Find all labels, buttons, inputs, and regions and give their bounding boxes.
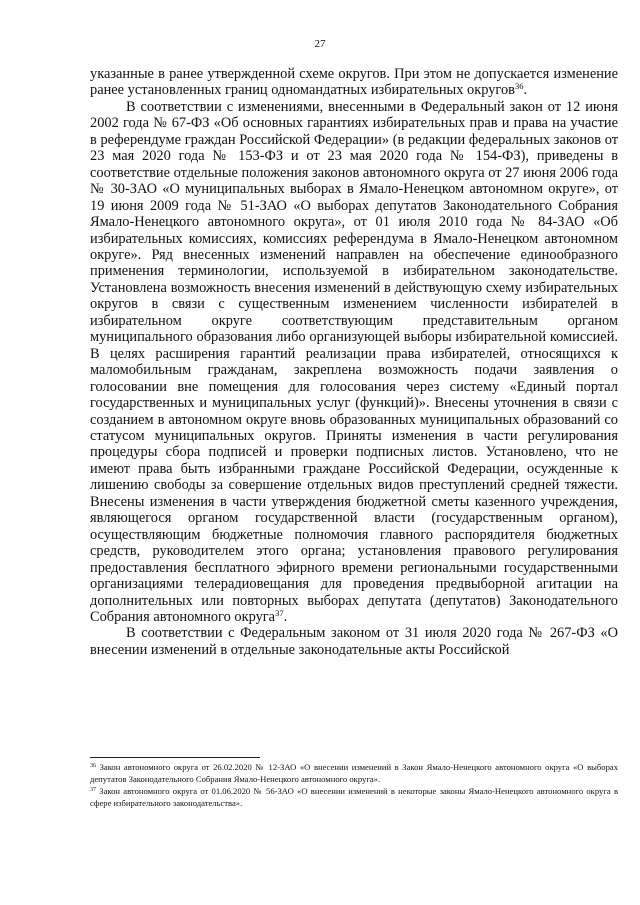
footnote-number: 37 (90, 787, 96, 793)
footnote-reference: 36 (514, 81, 524, 92)
paragraph-amendments (90, 99, 618, 626)
paragraph-text: В соответствии с Федеральным законом от 31 июля 2020 года № 267-ФЗ «О внесении изменений в отдельные законодательные акты Российской (90, 625, 618, 658)
paragraph-text: указанные в ранее утвержденной схеме округов. При этом не допускается изменение ранее установленных границ одномандатных избирательных округов (90, 66, 618, 99)
footnote-text: Закон автономного округа от 26.02.2020 № 12-ЗАО «О внесении изменений в Закон Ямало-Ненецкого автономного округа «О выборах депутатов Законодательного Собрания Ямало-Ненецкого автономного округа». (90, 762, 618, 784)
page-number: 27 (314, 38, 326, 50)
footnote-number: 36 (90, 763, 96, 769)
footnote-item (90, 762, 618, 785)
paragraph-continuation (90, 66, 618, 99)
footnote-text: Закон автономного округа от 01.06.2020 № 56-ЗАО «О внесении изменений в некоторые законы Ямало-Ненецкого автономного округа в сфере избирательного законодательства». (90, 786, 618, 808)
paragraph-federal-law (90, 625, 618, 658)
footnote-item (90, 786, 618, 809)
footnote-divider (90, 757, 260, 758)
footnotes (90, 762, 618, 810)
body-text (90, 66, 618, 658)
paragraph-text: В соответствии с изменениями, внесенными в Федеральный закон от 12 июня 2002 года № 67-ФЗ «Об основных гарантиях избирательных прав и права на участие в референдуме граждан Российской Федерации» (в редакции федеральных законов от 23 мая 2020 года № 153-ФЗ и от 23 мая 2020 года № 154-ФЗ), приведены в соответствие отдельные положения законов автономного округа от 27 июня 2006 года № 30-ЗАО «О муниципальных выборах в Ямало-Ненецком автономном округе», от 19 июня 2009 года № 51-ЗАО «О выборах депутатов Законодательного Собрания Ямало-Ненецкого автономного округа», от 01 июля 2010 года № 84-ЗАО «Об избирательных комиссиях, комиссиях референдума в Ямало-Ненецком автономном округе». Ряд внесенных изменений направлен на обеспечение единообразного применения терминологии, используемой в избирательном законодательстве. Установлена возможность внесения изменений в действующую схему избирательных округов в связи с существенным изменением численности избирателей в избирательном округе соответствующим представительным органом муниципального образования либо организующей выборы избирательной комиссией. В целях расширения гарантий реализации права избирателей, относящихся к маломобильным гражданам, закреплена возможность подачи заявления о голосовании вне помещения для голосования через систему «Единый портал государственных и муниципальных услуг (функций)». Внесены уточнения в связи с созданием в автономном округе вновь образованных муниципальных образований со статусом муниципальных округов. Приняты изменения в части регулирования процедуры сбора подписей и проверки подписных листов. Установлено, что не имеют права быть избранными граждане Российской Федерации, осужденные к лишению свободы за совершение отдельных видов преступлений средней тяжести. Внесены изменения в части утверждения бюджетной сметы казенного учреждения, являющегося органом государственной власти (государственным органом), осуществляющим бюджетные полномочия главного распорядителя бюджетных средств, руководителем этого органа; установления правового регулирования предоставления бесплатного эфирного времени региональными государственными организациями телерадиовещания для проведения предвыборной агитации на дополнительных или повторных выборах депутата (депутатов) Законодательного Собрания автономного округа (90, 98, 618, 625)
paragraph-tail: . (283, 608, 288, 625)
paragraph-tail: . (523, 82, 528, 99)
footnote-reference: 37 (275, 607, 284, 618)
